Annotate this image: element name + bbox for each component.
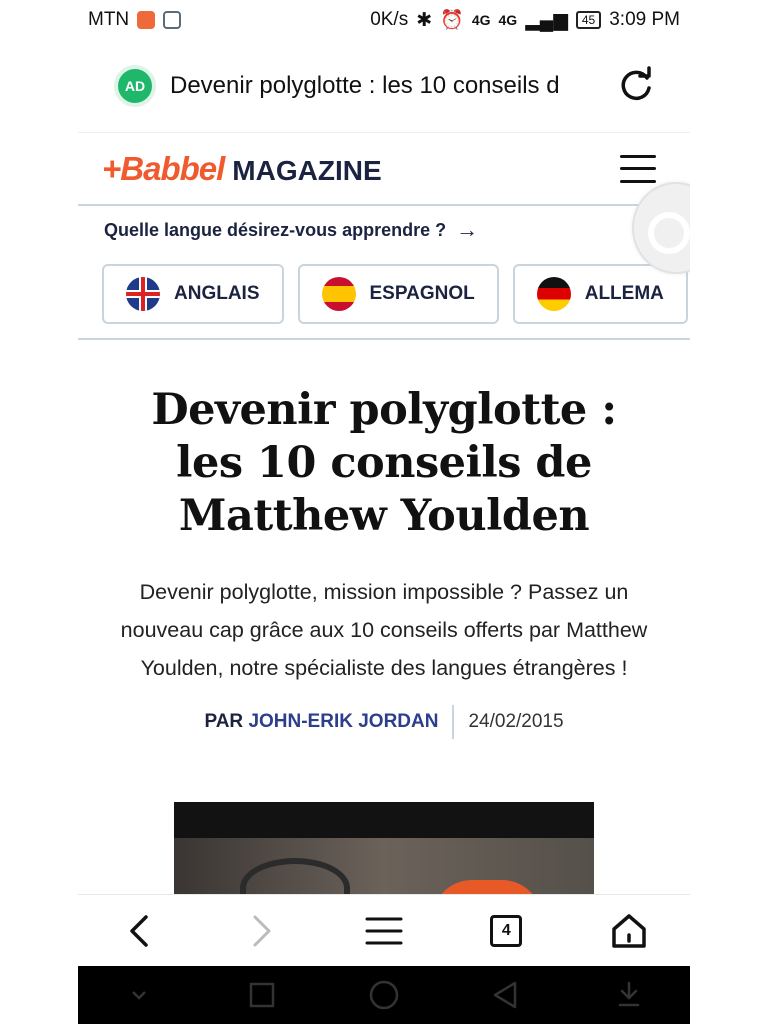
letterbox-right	[690, 0, 768, 1024]
reload-icon[interactable]	[616, 66, 656, 106]
language-question-text: Quelle langue désirez-vous apprendre ?	[104, 219, 447, 240]
spain-flag-icon	[322, 277, 356, 311]
site-logo[interactable]	[102, 150, 382, 188]
notification-app-icon	[137, 11, 155, 29]
phone-screen	[78, 0, 690, 1024]
browser-toolbar	[78, 894, 690, 966]
article-date: 24/02/2015	[468, 711, 564, 732]
address-bar[interactable]	[78, 40, 690, 132]
germany-flag-icon	[537, 277, 571, 311]
byline-separator	[452, 705, 454, 739]
article-lead: Devenir polyglotte, mission impossible ? Passez un nouveau cap grâce aux 10 conseils offerts par Matthew Youlden, notre spécialiste des langues étrangères !	[120, 580, 648, 680]
battery-indicator: 45	[576, 11, 601, 29]
language-list	[78, 254, 690, 338]
language-label: ESPAGNOL	[369, 283, 475, 304]
system-nav-bar	[78, 966, 690, 1024]
author-link[interactable]: JOHN-ERIK JORDAN	[248, 711, 439, 732]
hamburger-menu-icon[interactable]	[620, 155, 656, 183]
recents-square-icon[interactable]	[242, 975, 282, 1015]
page-title-bar[interactable]: Devenir polyglotte : les 10 conseils d	[170, 72, 560, 99]
home-circle-icon[interactable]	[364, 975, 404, 1015]
article-byline	[78, 705, 690, 739]
clock: 3:09 PM	[609, 9, 680, 30]
notification-pull-icon[interactable]	[609, 975, 649, 1015]
bluetooth-icon: ✱	[416, 9, 433, 31]
language-label: ANGLAIS	[174, 283, 260, 304]
brand-babbel: +Babbel	[102, 149, 225, 187]
back-triangle-icon[interactable]	[486, 975, 526, 1015]
home-icon[interactable]	[603, 905, 655, 957]
menu-lines-icon[interactable]	[358, 905, 410, 957]
language-question[interactable]	[78, 206, 690, 254]
alarm-icon: ⏰	[440, 10, 464, 31]
signal-icon: ▂▄▆	[525, 9, 568, 31]
language-label: ALLEMA	[584, 283, 664, 304]
language-option-allemand[interactable]	[513, 264, 688, 324]
chevron-down-icon[interactable]	[119, 975, 159, 1015]
tabs-icon[interactable]	[480, 905, 532, 957]
forward-arrow-icon[interactable]	[236, 905, 288, 957]
brand-magazine: MAGAZINE	[232, 154, 382, 186]
article-hero-image	[174, 802, 594, 896]
arrow-right-icon: →	[456, 217, 479, 242]
site-header	[78, 132, 690, 204]
byline-prefix: PAR	[204, 711, 244, 732]
tabs-count: 4	[490, 915, 522, 947]
back-arrow-icon[interactable]	[113, 905, 165, 957]
uk-flag-icon	[126, 277, 160, 311]
language-option-espagnol[interactable]	[298, 264, 499, 324]
article-title: Devenir polyglotte : les 10 conseils de Matthew Youlden	[151, 385, 617, 541]
carrier-label: MTN	[88, 9, 130, 30]
net-speed: 0K/s	[370, 9, 409, 30]
notification-image-icon	[163, 11, 181, 29]
network-type-2: 4G	[498, 12, 518, 28]
ad-badge[interactable]: AD	[114, 65, 156, 107]
network-type: 4G	[471, 12, 491, 28]
language-option-anglais[interactable]	[102, 264, 284, 324]
letterbox-left	[0, 0, 78, 1024]
status-bar	[78, 0, 690, 40]
